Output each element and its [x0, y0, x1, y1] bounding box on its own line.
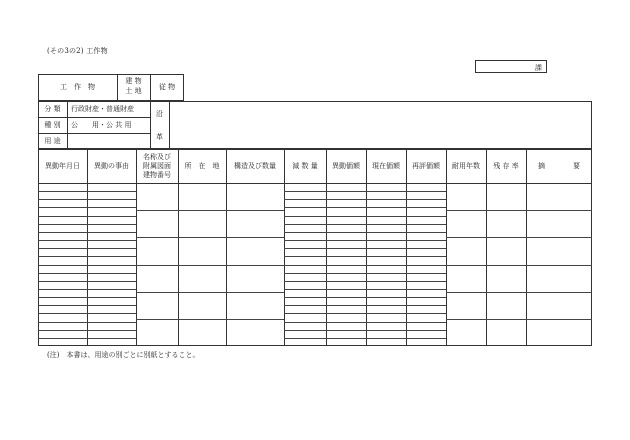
ledger-row-rule	[38, 338, 136, 339]
ledger-row-rule	[446, 237, 592, 238]
type-label: 種 別	[44, 121, 61, 129]
ledger-row-rule	[284, 224, 446, 225]
ledger-column-header: 異動年月日	[45, 161, 80, 170]
footnote: (注) 本書は、用途の別ごとに別紙とすること。	[47, 351, 200, 359]
ledger-column-header: 異動価額	[332, 161, 360, 170]
ledger-row-rule	[446, 265, 592, 266]
ledger-row-rule	[284, 281, 446, 282]
ledger-column-header: 異動の事由	[94, 161, 129, 170]
ledger-row-rule	[38, 248, 136, 249]
ledger-row-rule	[284, 207, 446, 208]
ledger-column-divider	[526, 149, 527, 346]
ledger-column-header: 減 数 量	[292, 161, 318, 170]
form-heading: (その3の2) 工作物	[47, 47, 108, 55]
ledger-row-rule	[38, 240, 136, 241]
ledger-row-rule	[284, 289, 446, 290]
ledger-row-rule	[284, 338, 446, 339]
ledger-column-divider	[178, 149, 179, 346]
department-label: 課	[535, 64, 542, 72]
ledger-row-rule	[38, 265, 136, 266]
ledger-row-rule	[136, 210, 284, 211]
ledger-column-header: 耐用年数	[452, 161, 480, 170]
ledger-column-header: 残 存 率	[493, 161, 519, 170]
ledger-row-rule	[38, 232, 136, 233]
land-label: 土 地	[125, 87, 142, 95]
ledger-row-rule	[284, 191, 446, 192]
ledger-row-rule	[136, 265, 284, 266]
ledger-row-rule	[38, 322, 136, 323]
ledger-row-rule	[38, 330, 136, 331]
ledger-column-header: 摘 要	[538, 161, 580, 170]
ledger-row-rule	[284, 232, 446, 233]
ledger-column-header: 現在価額	[372, 161, 400, 170]
ledger-row-rule	[284, 305, 446, 306]
ledger-column-header: 附属図面	[143, 161, 171, 170]
ledger-row-rule	[38, 216, 136, 217]
building-label: 建 物	[125, 77, 142, 85]
ledger-column-divider	[446, 149, 447, 346]
history-label-top: 沿	[156, 110, 163, 118]
category-label: 分 類	[44, 105, 61, 113]
ledger-row-rule	[136, 319, 284, 320]
ledger-row-rule	[284, 248, 446, 249]
ledger-row-rule	[284, 330, 446, 331]
ledger-row-rule	[38, 256, 136, 257]
category-value: 行政財産・普通財産	[71, 105, 134, 113]
ledger-row-rule	[38, 199, 136, 200]
department-box[interactable]	[475, 60, 547, 73]
ledger-column-header: 建物番号	[143, 170, 171, 179]
ledger-row-rule	[284, 216, 446, 217]
ledger-row-rule	[38, 224, 136, 225]
ledger-column-header: 構造及び数量	[234, 161, 276, 170]
accessory-label: 従 物	[158, 83, 176, 91]
ledger-row-rule	[284, 256, 446, 257]
ledger-row-rule	[38, 191, 136, 192]
ledger-column-header: 所 在 地	[184, 161, 220, 170]
ledger-row-rule	[284, 273, 446, 274]
ledger-row-rule	[284, 240, 446, 241]
use-label: 用 途	[44, 137, 61, 145]
ledger-row-rule	[136, 292, 284, 293]
ledger-column-divider	[226, 149, 227, 346]
facility-label: 工 作 物	[60, 83, 95, 91]
ledger-row-rule	[284, 322, 446, 323]
ledger-row-rule	[38, 305, 136, 306]
ledger-row-rule	[446, 319, 592, 320]
ledger-header-divider	[38, 183, 592, 184]
ledger-row-rule	[284, 313, 446, 314]
ledger-row-rule	[38, 313, 136, 314]
ledger-row-rule	[284, 265, 446, 266]
ledger-row-rule	[38, 207, 136, 208]
type-value: 公 用・公 共 用	[71, 121, 132, 129]
ledger-row-rule	[446, 210, 592, 211]
ledger-row-rule	[38, 281, 136, 282]
ledger-column-divider	[486, 149, 487, 346]
ledger-row-rule	[446, 292, 592, 293]
use-field[interactable]	[67, 134, 150, 149]
ledger-row-rule	[136, 237, 284, 238]
ledger-row-rule	[284, 199, 446, 200]
ledger-row-rule	[284, 297, 446, 298]
ledger-column-header: 名称及び	[143, 152, 171, 161]
ledger-row-rule	[38, 273, 136, 274]
ledger-column-header: 再評価額	[412, 161, 440, 170]
history-label-bottom: 革	[156, 133, 163, 141]
history-field[interactable]	[170, 102, 591, 148]
ledger-row-rule	[38, 297, 136, 298]
ledger-row-rule	[38, 289, 136, 290]
